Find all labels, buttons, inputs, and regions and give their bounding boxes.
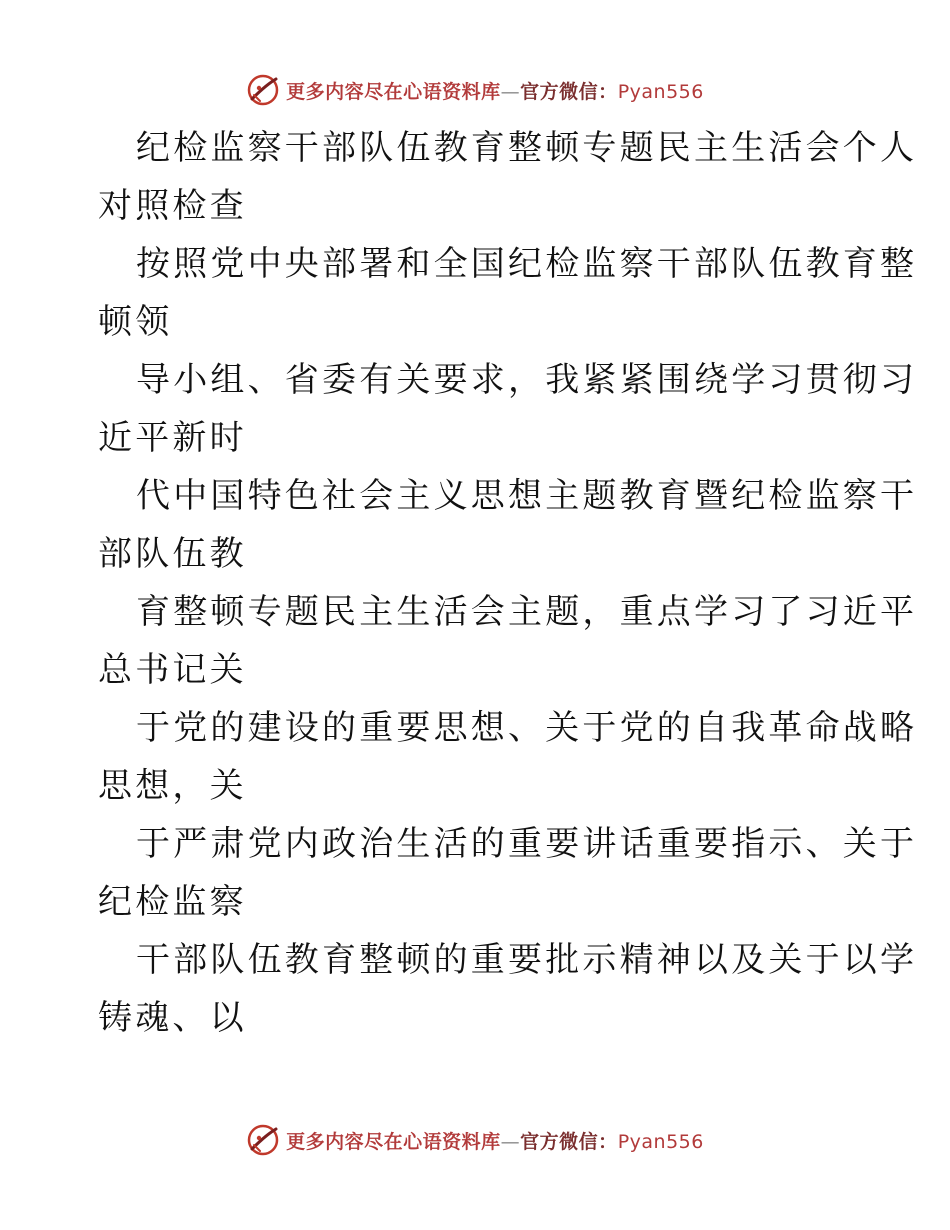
doc-line: 近平新时: [98, 418, 247, 458]
doc-line: 对照检查: [98, 186, 247, 226]
doc-line: 总书记关: [98, 650, 247, 690]
doc-line: 干部队伍教育整顿的重要批示精神以及关于以学: [136, 940, 918, 980]
footer-banner: [0, 1120, 950, 1160]
doc-line: 导小组、省委有关要求，我紧紧围绕学习贯彻习: [136, 360, 918, 400]
banner-site-text: 更多内容尽在心语资料库: [286, 80, 501, 103]
doc-line: 思想，关: [98, 766, 247, 806]
doc-line: 于严肃党内政治生活的重要讲话重要指示、关于: [136, 824, 918, 864]
banner-text: [286, 77, 704, 104]
doc-line: 部队伍教: [98, 534, 247, 574]
banner-site-text: 更多内容尽在心语资料库: [286, 1130, 501, 1153]
banner-dash: —: [500, 1130, 521, 1153]
header-banner: [0, 70, 950, 110]
doc-line: 纪检监察干部队伍教育整顿专题民主生活会个人: [136, 128, 918, 168]
doc-line: 育整顿专题民主生活会主题，重点学习了习近平: [136, 592, 918, 632]
banner-wechat-id: Pyan556: [617, 1130, 704, 1153]
doc-line: 纪检监察: [98, 882, 247, 922]
pen-logo-icon: [246, 73, 280, 107]
doc-line: 于党的建设的重要思想、关于党的自我革命战略: [136, 708, 918, 748]
doc-line: 铸魂、以: [98, 998, 247, 1038]
doc-line: 按照党中央部署和全国纪检监察干部队伍教育整: [136, 244, 918, 284]
pen-logo-icon: [246, 1123, 280, 1157]
banner-dash: —: [500, 80, 521, 103]
doc-line: 代中国特色社会主义思想主题教育暨纪检监察干: [136, 476, 918, 516]
banner-text: [286, 1127, 704, 1154]
banner-official-label: 官方微信：: [520, 1130, 618, 1153]
banner-wechat-id: Pyan556: [617, 80, 704, 103]
banner-official-label: 官方微信：: [520, 80, 618, 103]
doc-line: 顿领: [98, 302, 173, 342]
